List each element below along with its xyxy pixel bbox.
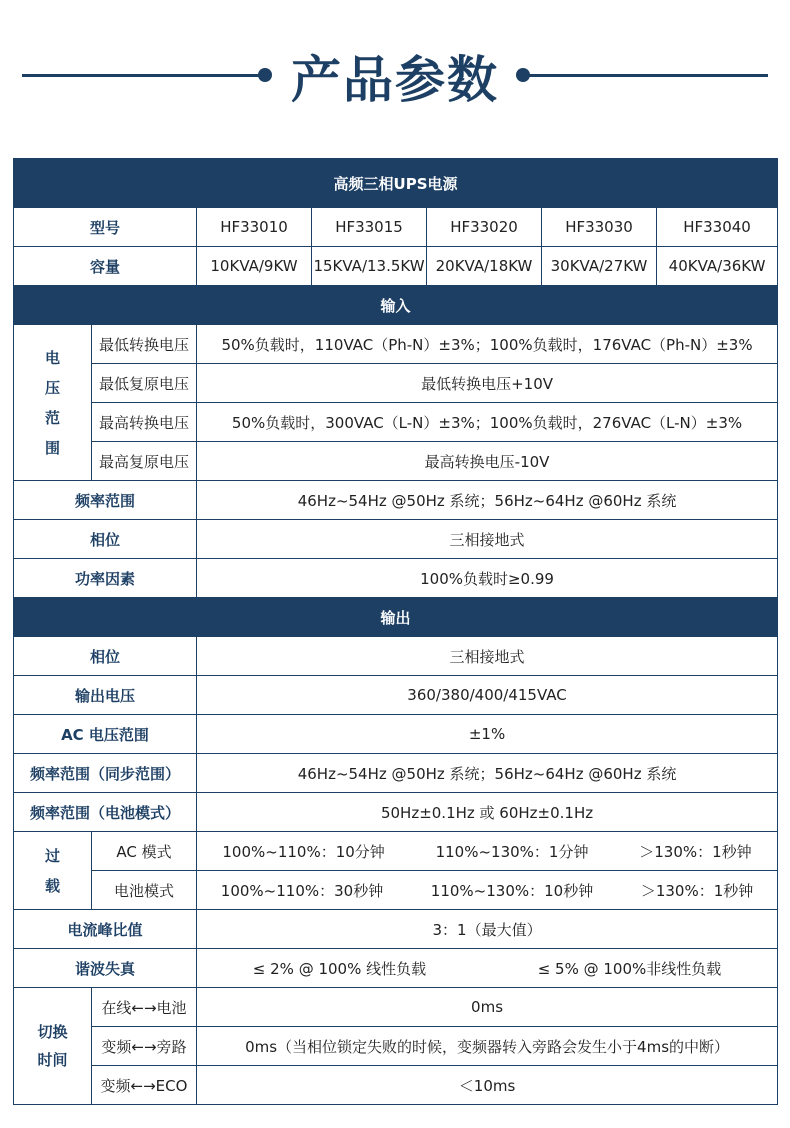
row-label: 相位: [14, 637, 197, 676]
table-row: [14, 715, 778, 754]
row-value: 46Hz~54Hz @50Hz 系统；56Hz~64Hz @60Hz 系统: [197, 754, 778, 793]
row-label: 电池模式: [92, 871, 197, 910]
row-value: 三相接地式: [197, 520, 778, 559]
table-row: [14, 754, 778, 793]
row-value: 0ms: [197, 988, 778, 1027]
row-label: 最低复原电压: [92, 364, 197, 403]
table-row: [14, 403, 778, 442]
row-label: 最高复原电压: [92, 442, 197, 481]
model-cell: HF33010: [197, 208, 312, 247]
table-row: [14, 481, 778, 520]
table-row: [14, 988, 778, 1027]
model-cell: HF33020: [427, 208, 542, 247]
row-label: 频率范围（同步范围）: [14, 754, 197, 793]
model-cell: HF33030: [542, 208, 657, 247]
row-value: 360/380/400/415VAC: [197, 676, 778, 715]
overload-value: 110%~130%：1分钟: [435, 842, 589, 861]
table-row: [14, 559, 778, 598]
table-row: [14, 325, 778, 364]
capacity-cell: 30KVA/27KW: [542, 247, 657, 286]
overload-value: ＞130%：1秒钟: [640, 881, 754, 900]
row-value: ＜10ms: [197, 1066, 778, 1105]
output-section-header: 输出: [14, 598, 778, 637]
capacity-label: 容量: [14, 247, 197, 286]
overload-value: 100%~110%：10分钟: [222, 842, 385, 861]
row-value: 100%负载时≥0.99: [197, 559, 778, 598]
input-section-header: 输入: [14, 286, 778, 325]
capacity-cell: 40KVA/36KW: [657, 247, 778, 286]
model-cell: HF33015: [312, 208, 427, 247]
capacity-cell: 10KVA/9KW: [197, 247, 312, 286]
row-label: 谐波失真: [14, 949, 197, 988]
table-row: [14, 910, 778, 949]
table-row: [14, 520, 778, 559]
table-row: [14, 1027, 778, 1066]
model-cell: HF33040: [657, 208, 778, 247]
row-label: AC 电压范围: [14, 715, 197, 754]
transfer-time-group: [14, 988, 92, 1105]
row-value: [197, 832, 778, 871]
row-value: [197, 949, 778, 988]
table-row: [14, 949, 778, 988]
table-row: [14, 676, 778, 715]
row-label: 在线←→电池: [92, 988, 197, 1027]
row-label: 变频←→ECO: [92, 1066, 197, 1105]
capacity-cell: 20KVA/18KW: [427, 247, 542, 286]
row-value: 最低转换电压+10V: [197, 364, 778, 403]
overload-value: 110%~130%：10秒钟: [430, 881, 594, 900]
model-label: 型号: [14, 208, 197, 247]
row-value: 最高转换电压-10V: [197, 442, 778, 481]
row-label: 输出电压: [14, 676, 197, 715]
thd-value: ≤ 5% @ 100%非线性负载: [537, 959, 722, 978]
row-label: 变频←→旁路: [92, 1027, 197, 1066]
spec-table: [13, 158, 778, 1105]
row-label: 相位: [14, 520, 197, 559]
row-value: 50%负载时，110VAC（Ph-N）±3%；100%负载时，176VAC（Ph-N）±3%: [197, 325, 778, 364]
row-label: 电流峰比值: [14, 910, 197, 949]
header-line-right: [528, 74, 768, 77]
row-label: 最低转换电压: [92, 325, 197, 364]
row-label: 频率范围: [14, 481, 197, 520]
table-row: [14, 1066, 778, 1105]
row-label: 最高转换电压: [92, 403, 197, 442]
table-row: [14, 364, 778, 403]
row-label: 频率范围（电池模式）: [14, 793, 197, 832]
row-value: 0ms（当相位锁定失败的时候，变频器转入旁路会发生小于4ms的中断）: [197, 1027, 778, 1066]
row-value: 50%负载时，300VAC（L-N）±3%；100%负载时，276VAC（L-N）±3%: [197, 403, 778, 442]
overload-group: [14, 832, 92, 910]
row-value: 50Hz±0.1Hz 或 60Hz±0.1Hz: [197, 793, 778, 832]
row-value: [197, 871, 778, 910]
page-title: 产品参数: [291, 51, 499, 109]
group-label: 电压范围: [44, 348, 60, 457]
overload-value: ＞130%：1秒钟: [639, 842, 752, 861]
row-label: AC 模式: [92, 832, 197, 871]
row-value: 三相接地式: [197, 637, 778, 676]
row-value: 3：1（最大值）: [197, 910, 778, 949]
row-value: 46Hz~54Hz @50Hz 系统；56Hz~64Hz @60Hz 系统: [197, 481, 778, 520]
table-row: [14, 871, 778, 910]
table-row: [14, 793, 778, 832]
row-label: 功率因素: [14, 559, 197, 598]
table-row: [14, 637, 778, 676]
thd-value: ≤ 2% @ 100% 线性负载: [252, 959, 427, 978]
row-value: ±1%: [197, 715, 778, 754]
table-row: [14, 442, 778, 481]
table-title: 高频三相UPS电源: [14, 159, 778, 208]
capacity-row: [14, 247, 778, 286]
page-header: [0, 0, 790, 150]
voltage-range-group: [14, 325, 92, 481]
capacity-cell: 15KVA/13.5KW: [312, 247, 427, 286]
group-label: 切换时间: [37, 1023, 68, 1069]
overload-value: 100%~110%：30秒钟: [220, 881, 384, 900]
model-row: [14, 208, 778, 247]
table-row: [14, 832, 778, 871]
group-label: 过载: [44, 846, 60, 895]
